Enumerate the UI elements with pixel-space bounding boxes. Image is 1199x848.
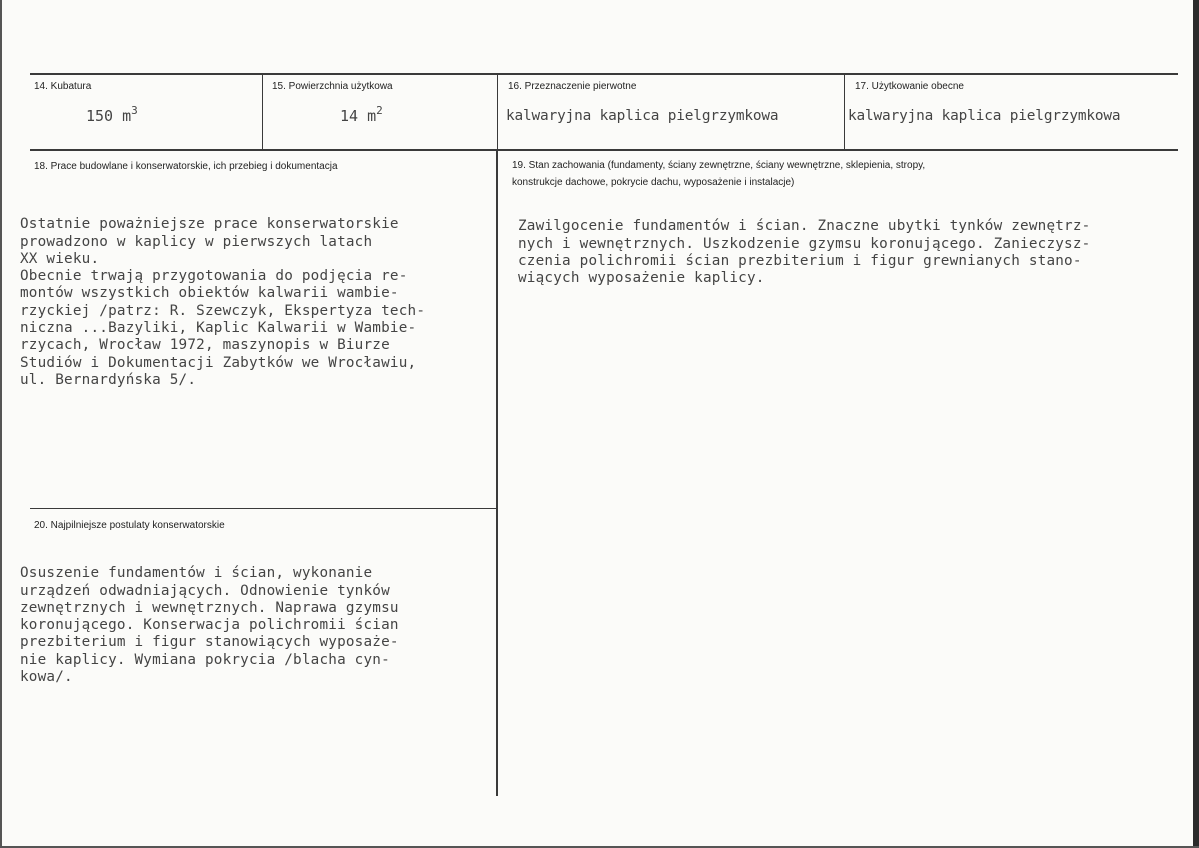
text-line: prowadzono w kaplicy w pierwszych latach — [20, 233, 373, 250]
text-line: XX wieku. — [20, 250, 100, 267]
field-19-label-line-1: 19. Stan zachowania (fundamenty, ściany zewnętrzne, ściany wewnętrzne, sklepienia, stropy, — [512, 160, 926, 171]
text-line: nie kaplicy. Wymiana pokrycia /blacha cyn- — [20, 651, 390, 668]
field-18-text — [20, 199, 425, 389]
divider-14-15 — [262, 75, 263, 149]
main-vertical-divider — [496, 151, 498, 796]
text-line: montów wszystkich obiektów kalwarii wambie- — [20, 285, 399, 302]
text-line: rzycach, Wrocław 1972, maszynopis w Biurze — [20, 337, 390, 354]
field-16-label: 16. Przeznaczenie pierwotne — [508, 81, 637, 92]
text-line: wiących wyposażenie kaplicy. — [518, 270, 765, 287]
text-line: nych i wewnętrznych. Uszkodzenie gzymsu koronującego. Zanieczysz- — [518, 235, 1091, 252]
text-line: rzyckiej /patrz: R. Szewczyk, Ekspertyza tech- — [20, 302, 426, 319]
field-18-label: 18. Prace budowlane i konserwatorskie, ich przebieg i dokumentacja — [34, 161, 338, 172]
right-sheet-edge — [1193, 0, 1199, 848]
text-line: prezbiterium i figur stanowiących wyposaże- — [20, 634, 399, 651]
text-line: Studiów i Dokumentacji Zabytków we Wrocławiu, — [20, 354, 417, 371]
field-14-value — [86, 104, 138, 125]
divider-15-16 — [497, 75, 498, 149]
text-line: niczna ...Bazyliki, Kaplic Kalwarii w Wambie- — [20, 320, 417, 337]
text-line: Osuszenie fundamentów i ścian, wykonanie — [20, 565, 373, 582]
field-19-label — [512, 157, 925, 191]
field-15-exponent: 2 — [376, 104, 383, 117]
row1-bottom-rule — [30, 149, 1178, 151]
field-17-label: 17. Użytkowanie obecne — [855, 81, 964, 92]
field-19-text — [518, 201, 1090, 287]
field-17-value: kalwaryjna kaplica pielgrzymkowa — [848, 108, 1121, 124]
field-15-number: 14 m — [340, 107, 377, 125]
text-line: ul. Bernardyńska 5/. — [20, 371, 197, 388]
field-20-text — [20, 548, 399, 686]
text-line: koronującego. Konserwacja polichromii ścian — [20, 617, 399, 634]
divider-16-17 — [844, 75, 845, 149]
text-line: urządzeń odwadniających. Odnowienie tynków — [20, 582, 390, 599]
text-line: Zawilgocenie fundamentów i ścian. Znaczne ubytki tynków zewnętrz- — [518, 218, 1091, 235]
text-line: Obecnie trwają przygotowania do podjęcia re- — [20, 268, 408, 285]
top-rule — [30, 73, 1178, 75]
field-20-label: 20. Najpilniejsze postulaty konserwatorskie — [34, 520, 225, 531]
field-15-label: 15. Powierzchnia użytkowa — [272, 81, 393, 92]
text-line: kowa/. — [20, 669, 73, 686]
field-15-value — [340, 104, 383, 125]
text-line: zewnętrznych i wewnętrznych. Naprawa gzymsu — [20, 599, 399, 616]
field-19-label-line-2: konstrukcje dachowe, pokrycie dachu, wyposażenie i instalacje) — [512, 177, 795, 188]
text-line: Ostatnie poważniejsze prace konserwatorskie — [20, 216, 399, 233]
field-14-exponent: 3 — [131, 104, 138, 117]
field-14-label: 14. Kubatura — [34, 81, 92, 92]
field-16-value: kalwaryjna kaplica pielgrzymkowa — [506, 108, 779, 124]
field-14-number: 150 m — [86, 107, 132, 125]
text-line: czenia polichromii ścian prezbiterium i figur grewnianych stano- — [518, 252, 1082, 269]
left-sheet-edge — [0, 0, 2, 848]
row-18-20-rule — [30, 508, 496, 509]
